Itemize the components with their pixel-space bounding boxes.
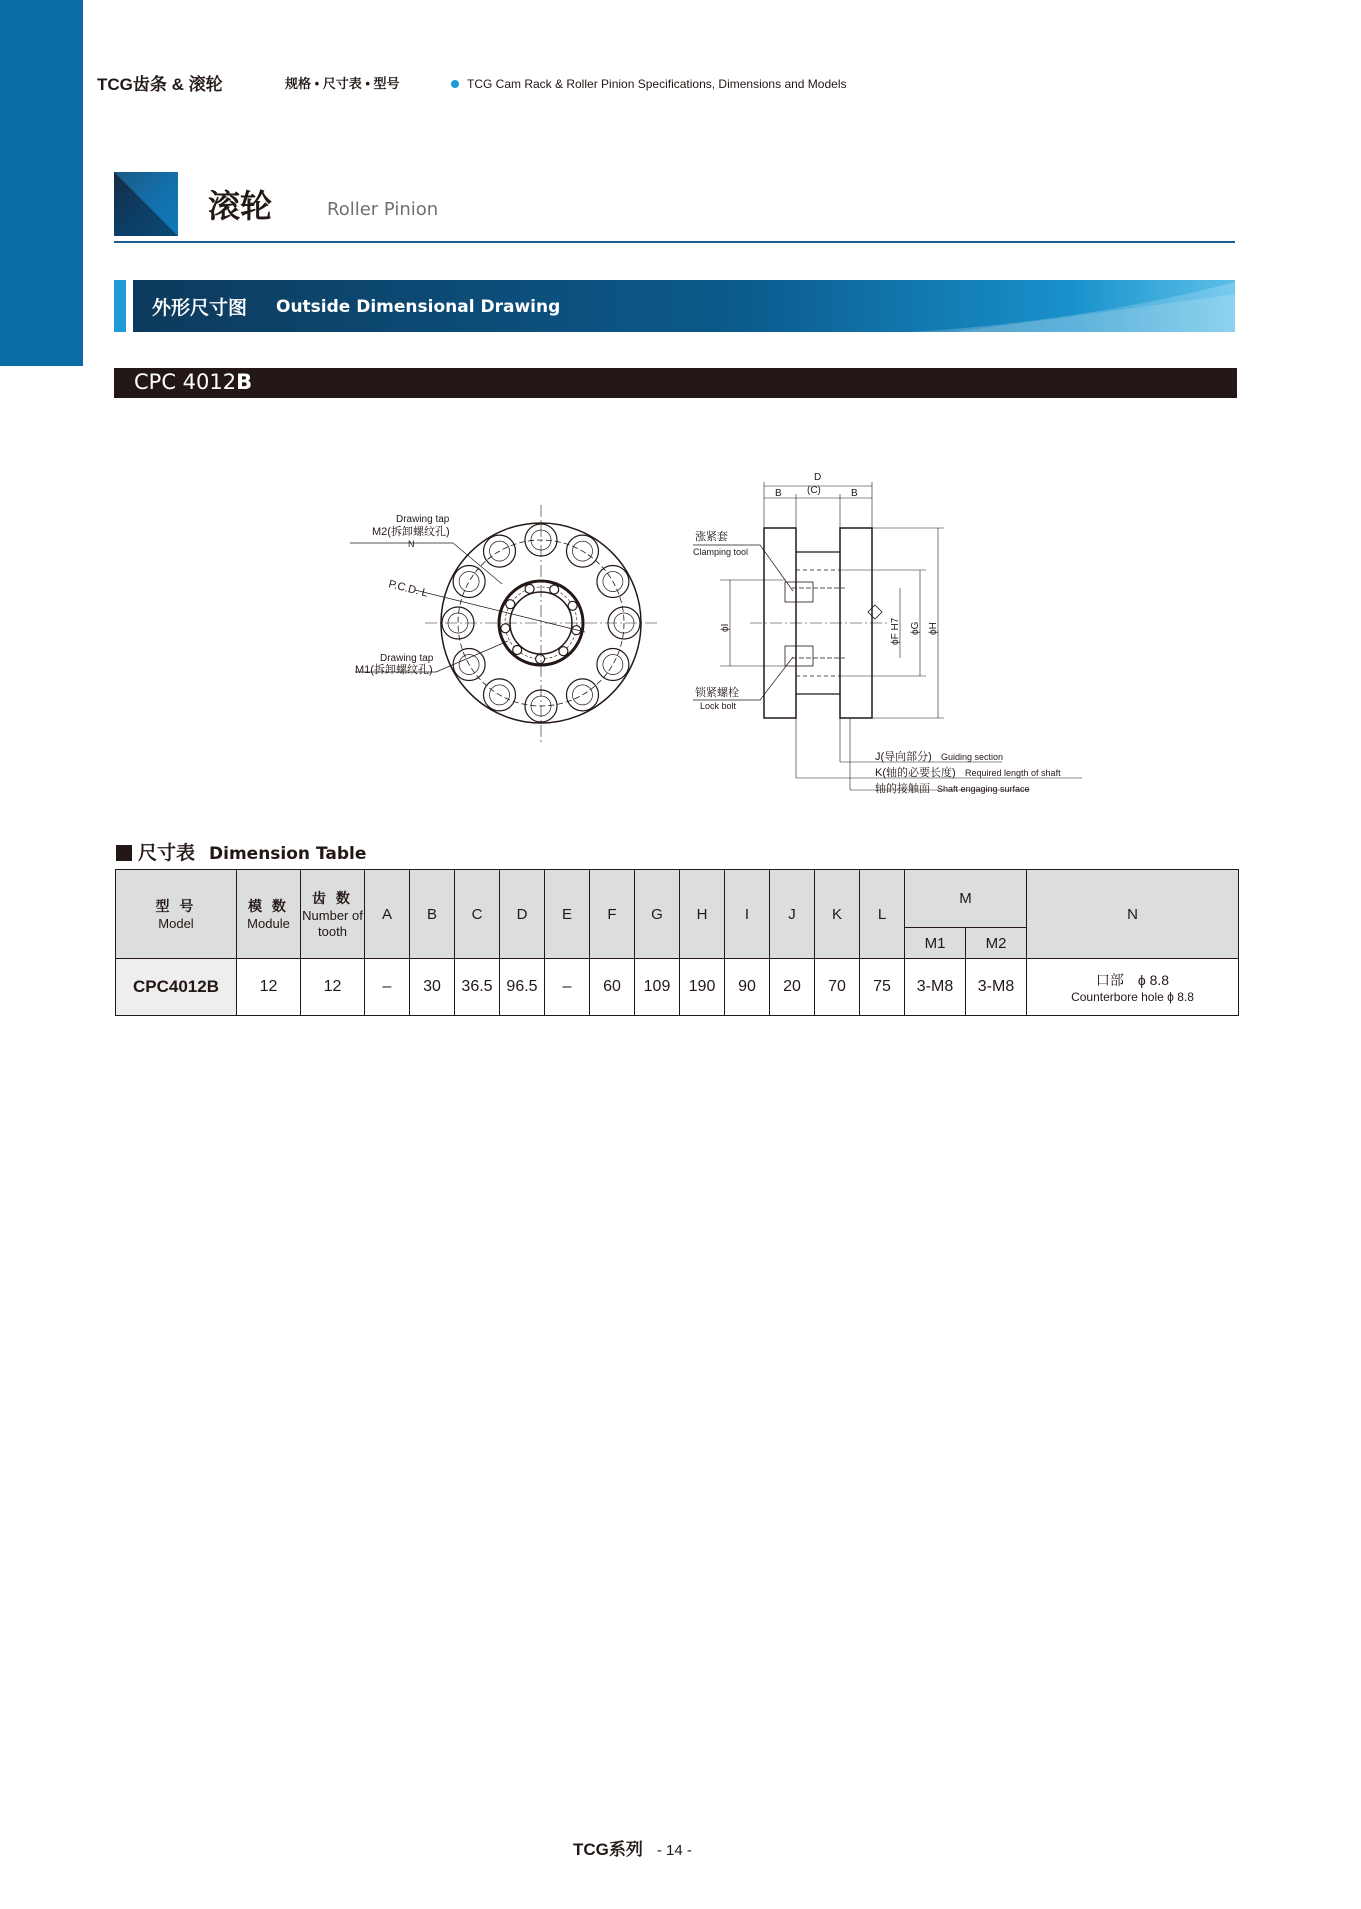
lock-bolt-circle [501, 624, 510, 633]
header-col: B [410, 870, 455, 959]
header-col: E [545, 870, 590, 959]
table-heading-en: Dimension Table [209, 844, 367, 864]
cell-model: CPC4012B [116, 959, 237, 1016]
section-title-en: Roller Pinion [327, 199, 439, 220]
cell-n-top: 口部 ϕ 8.8 [1095, 972, 1170, 988]
lock-label-en: Lock bolt [700, 701, 737, 711]
cell-value: 20 [770, 959, 815, 1016]
dimension-table [115, 869, 1239, 1016]
lock-bolt-circle [525, 584, 534, 593]
header-model-cn: 型 号 [155, 898, 197, 914]
shaft-label-en: Shaft engaging surface [937, 784, 1030, 794]
k-label-en: Required length of shaft [965, 768, 1061, 778]
model-title-prefix: CPC 4012 [134, 370, 237, 394]
lock-bolt-circle [513, 646, 522, 655]
cell-value: 60 [590, 959, 635, 1016]
dim-phi-g: ϕG [910, 621, 921, 635]
section-triangle-icon [114, 172, 178, 236]
left-accent-bar [0, 0, 83, 366]
table-heading-cn: 尺寸表 [138, 843, 196, 864]
page-number: - 14 - [656, 1842, 692, 1859]
shaft-label-cn: 轴的接触面 [875, 783, 930, 795]
cell-n [1027, 959, 1239, 1016]
roller-circle [603, 655, 623, 675]
header-col: L [860, 870, 905, 959]
header-teeth [301, 870, 365, 959]
cell-m2: 3-M8 [966, 959, 1027, 1016]
outside-dimensional-drawing [330, 460, 1110, 805]
lock-bolt-circle [559, 647, 568, 656]
table-row [116, 959, 1239, 1016]
header-col: D [500, 870, 545, 959]
header-brand: TCG齿条 & 滚轮 [97, 75, 223, 94]
bullet-icon [451, 80, 459, 88]
m2-label-en: Drawing tap [396, 514, 450, 525]
dim-b-right: B [851, 488, 858, 499]
footer-series: TCG系列 [573, 1840, 643, 1859]
m1-label-cn: M1(拆卸螺纹孔) [355, 664, 433, 676]
j-label-cn: J(导向部分) [875, 751, 932, 763]
dim-c: (C) [807, 485, 821, 496]
header-model [116, 870, 237, 959]
header-teeth-en: Number of tooth [302, 908, 363, 939]
clamp-label-cn: 涨紧套 [695, 531, 728, 543]
cell-n-bottom: Counterbore hole ϕ 8.8 [1071, 990, 1194, 1004]
header-n: N [1027, 870, 1239, 959]
band-accent [114, 280, 126, 332]
dim-phi-f: ϕF H7 [890, 617, 901, 645]
lock-bolt-circle [568, 601, 577, 610]
roller-circle [597, 649, 629, 681]
lock-bolt-circle [550, 585, 559, 594]
cell-value: – [545, 959, 590, 1016]
header-module-cn: 模 数 [248, 898, 289, 914]
cell-value: 96.5 [500, 959, 545, 1016]
header-m1: M1 [905, 928, 966, 959]
cell-value: 190 [680, 959, 725, 1016]
lock-bolt-circle [536, 655, 545, 664]
m1-label-en: Drawing tap [380, 653, 434, 664]
header-col: K [815, 870, 860, 959]
cell-value: 70 [815, 959, 860, 1016]
cell-value: 75 [860, 959, 905, 1016]
dim-phi-i: ϕI [720, 623, 731, 632]
footer [573, 1835, 692, 1860]
dim-d: D [814, 472, 822, 483]
roller-circle [459, 572, 479, 592]
header-module [237, 870, 301, 959]
header-english: TCG Cam Rack & Roller Pinion Specifications, Dimensions and Models [467, 77, 847, 91]
cell-value: 30 [410, 959, 455, 1016]
cell-teeth: 12 [301, 959, 365, 1016]
cell-value: – [365, 959, 410, 1016]
section-title-cn: 滚轮 [208, 188, 273, 224]
header-subtitle: 规格 • 尺寸表 • 型号 [285, 76, 400, 91]
cell-value: 90 [725, 959, 770, 1016]
band-title-en: Outside Dimensional Drawing [276, 297, 561, 317]
cell-module: 12 [237, 959, 301, 1016]
header-col: F [590, 870, 635, 959]
header-col: H [680, 870, 725, 959]
band-title-cn: 外形尺寸图 [152, 298, 248, 319]
section-rule [114, 241, 1235, 243]
header-col: J [770, 870, 815, 959]
table-heading [116, 838, 366, 865]
cell-m1: 3-M8 [905, 959, 966, 1016]
n-label: N [408, 539, 415, 549]
header-model-en: Model [158, 916, 194, 931]
k-label-cn: K(轴的必要长度) [875, 767, 956, 779]
model-title [134, 370, 252, 394]
header-teeth-cn: 齿 数 [312, 890, 353, 906]
header-col: A [365, 870, 410, 959]
clamp-label-en: Clamping tool [693, 547, 749, 557]
pcd-label: P.C.D. L [387, 578, 430, 600]
cell-value: 109 [635, 959, 680, 1016]
model-bar [114, 368, 1237, 398]
header-col: I [725, 870, 770, 959]
model-title-suffix: B [236, 370, 253, 394]
m2-label-cn: M2(拆卸螺纹孔) [372, 526, 450, 538]
header-col: C [455, 870, 500, 959]
lock-label-cn: 锁紧螺栓 [695, 687, 739, 699]
header-m: M [905, 870, 1027, 928]
roller-circle [453, 566, 485, 598]
j-label-en: Guiding section [941, 752, 1004, 762]
lock-bolt-circle [506, 600, 515, 609]
header-col: G [635, 870, 680, 959]
dim-phi-h: ϕH [928, 622, 939, 635]
header-m2: M2 [966, 928, 1027, 959]
cell-value: 36.5 [455, 959, 500, 1016]
header-module-en: Module [247, 916, 290, 931]
dim-b-left: B [775, 488, 782, 499]
square-bullet-icon [116, 845, 132, 861]
section-square-icon [114, 172, 178, 236]
